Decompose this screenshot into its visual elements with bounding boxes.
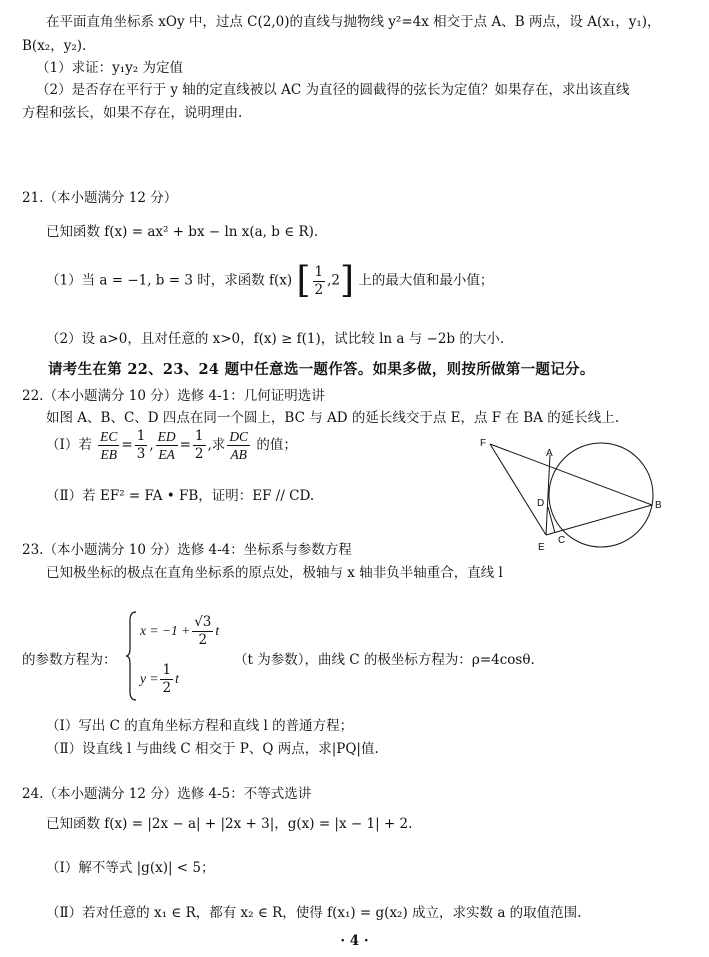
fraction-denominator: 2 (314, 281, 324, 298)
fraction-numerator: 1 (162, 662, 172, 678)
figure-label-e: E (538, 542, 545, 553)
eq2-suffix: t (175, 671, 179, 686)
q22-part1: （Ⅰ）若 $\frac{EC}{EB}$ = $\frac{1}{3}$ , $\frac{ED}{EA}$ = $\frac{1}{2}$ ,求 $\frac{DC}{AB}$ 的值； (46, 428, 297, 462)
q22-circle-figure (470, 432, 670, 557)
fraction-numerator: √3 (194, 614, 212, 630)
fraction-denominator: 2 (198, 632, 208, 648)
figure-label-a: A (546, 448, 553, 459)
q20-part2-line1: （2）是否存在平行于 y 轴的定直线被以 AC 为直径的圆截得的弦长为定值？如果存在，求出该直线 (36, 82, 630, 98)
q20-part1: （1）求证：y₁y₂ 为定值 (36, 60, 183, 76)
q24-part2: （Ⅱ）若对任意的 x₁ ∈ R，都有 x₂ ∈ R，使得 f(x₁) = g(x₂) 成立，求实数 a 的取值范围. (46, 905, 582, 921)
figure-circle (549, 443, 653, 547)
q21-part1 (46, 260, 494, 301)
elective-notice: 请考生在第 22、23、24 题中任意选一题作答。如果多做，则按所做第一题记分。 (48, 361, 595, 378)
q22-given: 如图 A、B、C、D 四点在同一个圆上，BC 与 AD 的延长线交于点 E，点 F 在 BA 的延长线上. (46, 410, 619, 426)
eq2-prefix: y = (140, 671, 159, 686)
q23-param-prefix: 的参数方程为： (22, 652, 117, 668)
fraction-dc-ab (227, 428, 250, 463)
figure-label-f: F (480, 438, 487, 449)
fraction-numerator: 1 (194, 428, 204, 444)
q20-part2-line2: 方程和弦长，如果不存在，说明理由. (22, 105, 243, 121)
fraction-numerator: 1 (136, 428, 146, 444)
q24-part1: （Ⅰ）解不等式 |g(x)| < 5； (46, 860, 215, 876)
fraction-denominator: EB (100, 447, 118, 462)
figure-line-eb (546, 505, 652, 535)
q21-interval-rest: ,2 (327, 272, 340, 289)
q24-header: 24.（本小题满分 12 分）选修 4-5：不等式选讲 (22, 786, 312, 802)
q23-eq1 (140, 614, 219, 649)
right-bracket-icon: ] (340, 260, 355, 301)
fraction-one-third (135, 428, 148, 463)
fraction-denominator: 2 (162, 680, 172, 696)
fraction-denominator: 3 (136, 446, 146, 462)
q23-header: 23.（本小题满分 10 分）选修 4-4：坐标系与参数方程 (22, 542, 352, 558)
eq2-fraction (160, 662, 173, 697)
q23-part2: （Ⅱ）设直线 l 与曲线 C 相交于 P、Q 两点，求|PQ|值. (46, 741, 379, 757)
figure-line-fb (490, 444, 652, 505)
q20-intro-line1: 在平面直角坐标系 xOy 中，过点 C(2,0)的直线与抛物线 y²=4x 相交于点 A、B 两点，设 A(x₁，y₁)， (46, 14, 661, 30)
fraction-denominator: 2 (194, 446, 204, 462)
eq1-suffix: t (215, 623, 220, 638)
q23-eq2 (140, 662, 179, 697)
q22-part1-suffix: 的值； (256, 437, 297, 453)
q21-header: 21.（本小题满分 12 分） (22, 190, 178, 206)
q22-part2: （Ⅱ）若 EF² = FA • FB，证明：EF // CD. (46, 488, 315, 504)
fraction-denominator: AB (230, 447, 247, 462)
fraction-numerator: 1 (314, 263, 324, 280)
q22-part1-prefix: （Ⅰ）若 (46, 437, 92, 453)
figure-label-c: C (558, 535, 566, 546)
q22-header: 22.（本小题满分 10 分）选修 4-1：几何证明选讲 (22, 388, 325, 404)
page-number: · 4 · (340, 933, 369, 949)
fraction-denominator: EA (158, 447, 175, 462)
fraction-ec-eb (98, 428, 119, 463)
eq1-prefix: x = −1 + (140, 623, 191, 638)
eq1-fraction (192, 614, 213, 649)
system-brace-icon (126, 610, 138, 702)
fraction-one-half (193, 428, 206, 463)
fraction-numerator: DC (229, 429, 249, 444)
q23-param-suffix: （t 为参数），曲线 C 的极坐标方程为：ρ=4cosθ. (234, 652, 535, 668)
left-bracket-icon: [ (296, 260, 311, 301)
q20-intro-line2: B(x₂，y₂). (22, 38, 87, 54)
q23-part1: （Ⅰ）写出 C 的直角坐标方程和直线 l 的普通方程； (46, 718, 354, 734)
q21-interval-fraction (313, 264, 326, 299)
figure-label-b: B (655, 500, 662, 511)
q22-part1-mid: ,求 (207, 437, 226, 453)
q23-given: 已知极坐标的极点在直角坐标系的原点处，极轴与 x 轴非负半轴重合，直线 l (46, 565, 503, 581)
fraction-numerator: EC (100, 429, 118, 444)
figure-label-d: D (537, 498, 545, 509)
fraction-ed-ea (156, 428, 178, 463)
q21-part1-prefix: （1）当 a = −1, b = 3 时，求函数 f(x) (46, 272, 293, 289)
figure-line-fe (490, 444, 546, 535)
q21-given: 已知函数 f(x) = ax² + bx − ln x(a, b ∈ R). (46, 224, 319, 240)
q21-part1-suffix: 上的最大值和最小值； (358, 272, 494, 289)
q21-part2: （2）设 a>0，且对任意的 x>0，f(x) ≥ f(1)，试比较 ln a 与 −2b 的大小. (46, 331, 505, 347)
fraction-numerator: ED (157, 429, 176, 444)
q24-given: 已知函数 f(x) = |2x − a| + |2x + 3|，g(x) = |x − 1| + 2. (46, 816, 413, 832)
